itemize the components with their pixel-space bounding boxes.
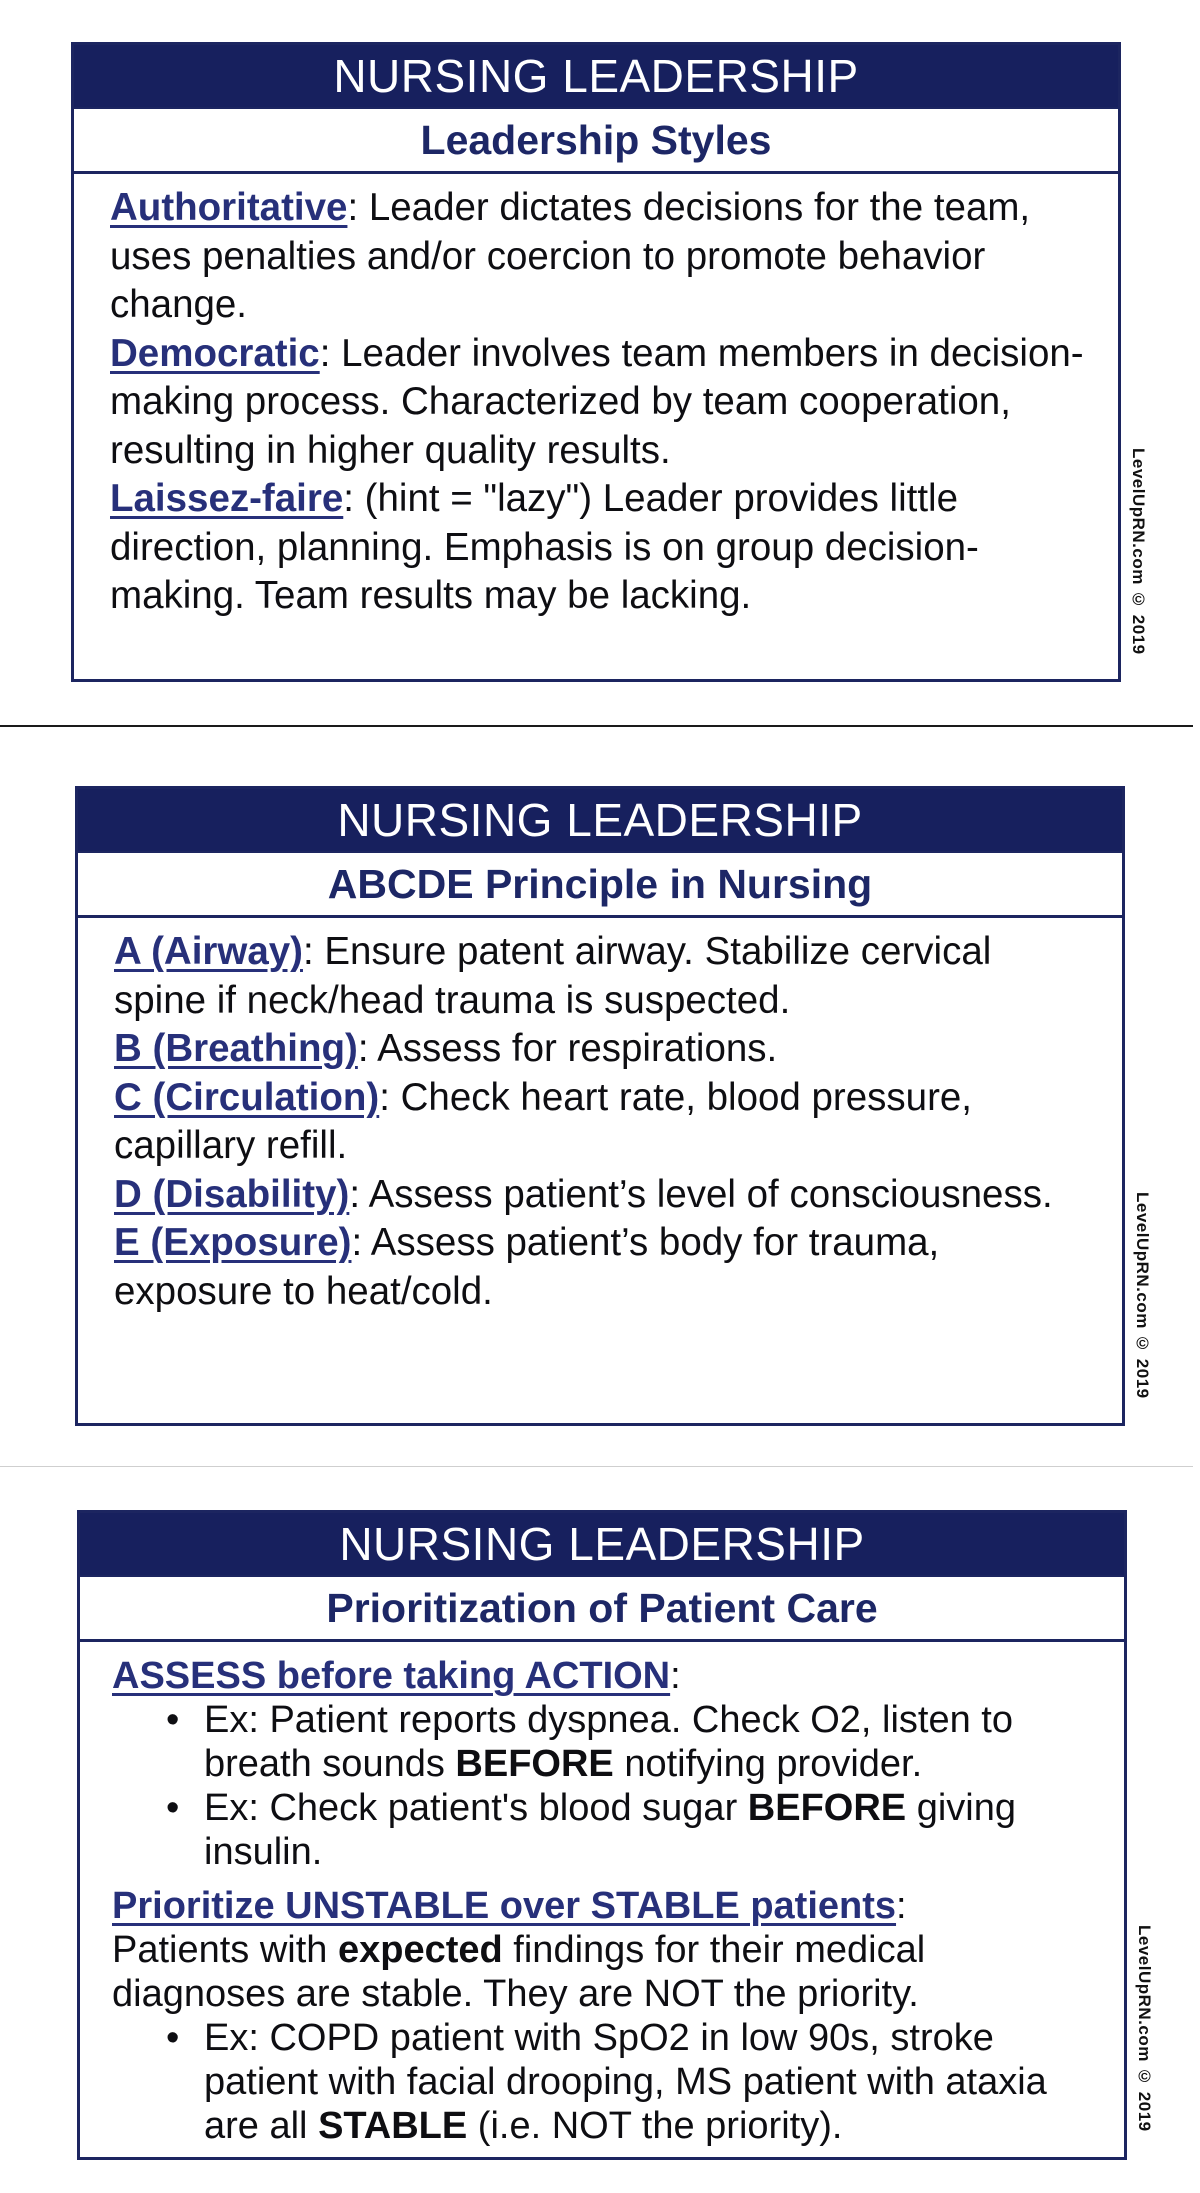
para-text: findings for their medical diagnoses are stable. They are NOT the priority. (112, 1929, 926, 2015)
list-item (166, 1698, 1104, 1786)
term: B (Breathing) (114, 1027, 358, 1070)
card-header: NURSING LEADERSHIP (78, 789, 1122, 851)
divider (0, 1466, 1193, 1467)
definition: : Leader dictates decisions for the team, uses penalties and/or coercion to promote behavior change. (110, 186, 1031, 326)
card-header: NURSING LEADERSHIP (80, 1513, 1124, 1575)
bullet-text: giving insulin. (204, 1787, 1016, 1873)
entry-airway (114, 928, 1092, 1025)
term: Democratic (110, 331, 320, 375)
copyright-text: LevelUpRN.com © 2019 (1133, 1192, 1152, 1399)
card-header: NURSING LEADERSHIP (74, 45, 1118, 107)
entry-laissez-faire (110, 475, 1088, 621)
copyright-text: LevelUpRN.com © 2019 (1135, 1925, 1154, 2132)
bullet-emphasis: BEFORE (747, 1787, 907, 1829)
card-subheader: Leadership Styles (74, 107, 1118, 174)
heading-colon: : (896, 1885, 907, 1927)
para-text: Patients with (112, 1929, 338, 1971)
list-item (166, 2016, 1104, 2148)
term: Laissez-faire (110, 477, 344, 520)
card-body (74, 174, 1118, 621)
entry-democratic (110, 330, 1088, 476)
section-heading (112, 1884, 1104, 1928)
bullet-list (112, 2016, 1104, 2148)
heading-colon: : (670, 1655, 681, 1697)
definition: : (hint = "lazy") Leader provides little direction, planning. Emphasis is on group decision-making. Team results may be lacking. (110, 477, 979, 617)
bullet-text: notifying provider. (613, 1743, 923, 1785)
definition: : Assess for respirations. (357, 1027, 778, 1070)
section-title: ASSESS before taking ACTION (112, 1655, 671, 1697)
card-subheader: ABCDE Principle in Nursing (78, 851, 1122, 918)
list-item (166, 1786, 1104, 1874)
copyright-text: LevelUpRN.com © 2019 (1129, 448, 1148, 655)
entry-exposure (114, 1219, 1092, 1316)
definition: : Check heart rate, blood pressure, capillary refill. (114, 1075, 973, 1167)
divider (0, 725, 1193, 727)
card-leadership-styles (71, 42, 1121, 682)
para-emphasis: expected (338, 1929, 503, 1971)
term: D (Disability) (114, 1172, 350, 1216)
card-body (78, 918, 1122, 1316)
entry-disability (114, 1171, 1092, 1220)
entry-authoritative (110, 184, 1088, 330)
term: C (Circulation) (114, 1075, 380, 1119)
card-abcde-principle (75, 786, 1125, 1426)
definition: : Assess patient’s level of consciousness. (349, 1172, 1053, 1216)
bullet-text: Ex: COPD patient with SpO2 in low 90s, stroke patient with facial drooping, MS patient with ataxia are all (204, 2017, 1047, 2147)
card-subheader: Prioritization of Patient Care (80, 1575, 1124, 1642)
bullet-text: (i.e. NOT the priority). (467, 2105, 843, 2147)
bullet-emphasis: STABLE (318, 2105, 468, 2147)
section-paragraph (112, 1928, 1104, 2016)
section-heading (112, 1654, 1104, 1698)
term: Authoritative (110, 186, 348, 229)
term: A (Airway) (114, 930, 303, 973)
entry-circulation (114, 1074, 1092, 1171)
bullet-emphasis: BEFORE (455, 1743, 614, 1785)
definition: : Assess patient’s body for trauma, exposure to heat/cold. (114, 1221, 940, 1313)
spacer (112, 1874, 1104, 1884)
section-title: Prioritize UNSTABLE over STABLE patients (112, 1885, 897, 1927)
definition: : Ensure patent airway. Stabilize cervical spine if neck/head trauma is suspected. (114, 930, 992, 1022)
card-body (80, 1642, 1124, 2148)
bullet-list (112, 1698, 1104, 1874)
entry-breathing (114, 1025, 1092, 1074)
definition: : Leader involves team members in decision-making process. Characterized by team cooperation, resulting in higher quality results. (110, 331, 1084, 472)
bullet-text: Ex: Patient reports dyspnea. Check O2, listen to breath sounds (204, 1699, 1013, 1785)
card-prioritization (77, 1510, 1127, 2160)
bullet-text: Ex: Check patient's blood sugar (204, 1787, 748, 1829)
term: E (Exposure) (114, 1221, 352, 1264)
